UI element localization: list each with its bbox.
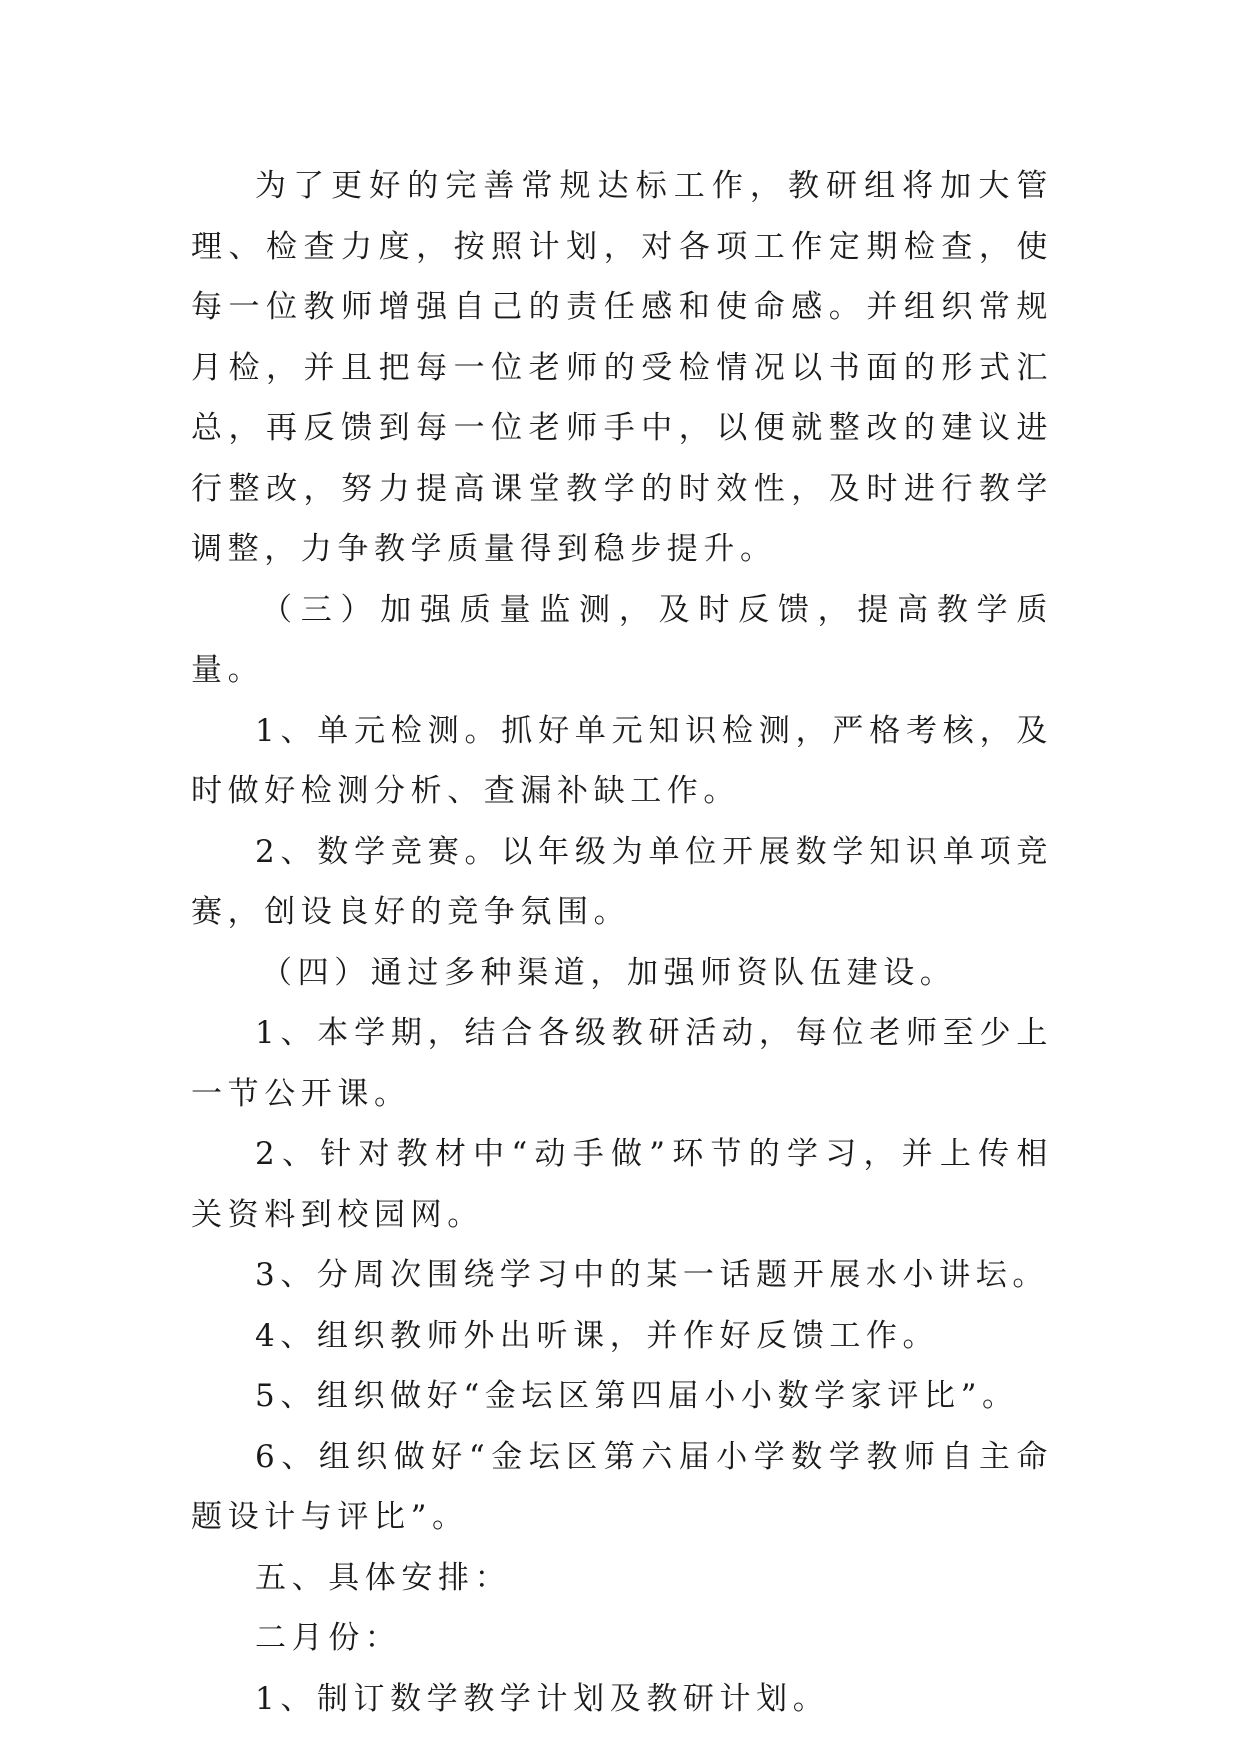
paragraph-young-mathematician: 5、组织做好“金坛区第四届小小数学家评比”。 (255, 1378, 1019, 1414)
paragraph-external-observation: 4、组织教师外出听课，并作好反馈工作。 (255, 1317, 940, 1354)
section-heading-quality-monitoring: （三）加强质量监测，及时反馈，提高教学质量。 (191, 591, 1053, 688)
paragraph-open-class: 1、本学期，结合各级教研活动，每位老师至少上一节公开课。 (191, 1015, 1053, 1112)
paragraph-hands-on-learning: 2、针对教材中“动手做”环节的学习，并上传相关资料到校园网。 (191, 1136, 1053, 1233)
paragraph-lecture-forum: 3、分周次围绕学习中的某一话题开展水小讲坛。 (255, 1257, 1049, 1293)
month-heading-february: 二月份： (255, 1620, 402, 1656)
paragraph-unit-test: 1、单元检测。抓好单元知识检测，严格考核，及时做好检测分析、查漏补缺工作。 (191, 712, 1053, 809)
section-heading-teacher-development: （四）通过多种渠道，加强师资队伍建设。 (261, 954, 957, 991)
paragraph-teaching-plan: 1、制订数学教学计划及教研计划。 (255, 1680, 830, 1717)
paragraph-math-competition: 2、数学竞赛。以年级为单位开展数学知识单项竞赛，创设良好的竞争氛围。 (191, 833, 1053, 930)
paragraph-routine-inspection: 为了更好的完善常规达标工作，教研组将加大管理、检查力度，按照计划，对各项工作定期检查，使每一位教师增强自己的责任感和使命感。并组织常规月检，并且把每一位老师的受检情况以书面的形式汇总，再反馈到每一位老师手中，以便就整改的建议进行整改，努力提高课堂教学的时效性，及时进行教学调整，力争教学质量得到稳步提升。 (191, 168, 1053, 567)
paragraph-test-design: 6、组织做好“金坛区第六届小学数学教师自主命题设计与评比”。 (191, 1438, 1053, 1535)
document-body (191, 156, 1053, 1729)
section-heading-schedule: 五、具体安排： (255, 1559, 512, 1596)
